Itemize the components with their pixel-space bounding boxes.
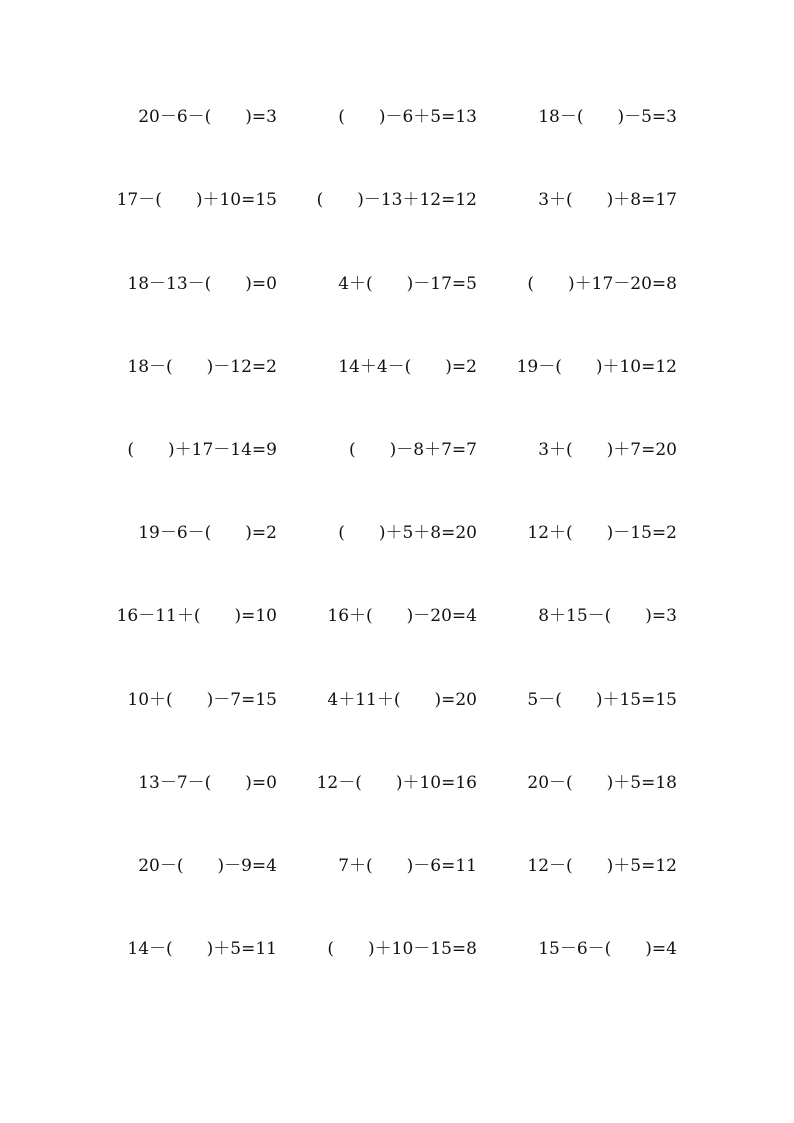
arithmetic-problem: 4＋( )－17=5 <box>338 274 477 294</box>
arithmetic-problem: 17－( )＋10=15 <box>116 190 277 210</box>
arithmetic-problem: 20－( )＋5=18 <box>527 773 677 793</box>
problem-row <box>0 851 794 881</box>
arithmetic-problem: 18－( )－12=2 <box>127 357 277 377</box>
problem-row <box>0 601 794 631</box>
arithmetic-problem: 15－6－( )=4 <box>538 939 677 959</box>
arithmetic-problem: 12－( )＋5=12 <box>527 856 677 876</box>
arithmetic-problem: 7＋( )－6=11 <box>338 856 477 876</box>
arithmetic-problem: 16＋( )－20=4 <box>327 606 477 626</box>
arithmetic-problem: 18－13－( )=0 <box>127 274 277 294</box>
arithmetic-problem: 12＋( )－15=2 <box>527 523 677 543</box>
arithmetic-problem: 3＋( )＋8=17 <box>538 190 677 210</box>
arithmetic-problem: ( )－13＋12=12 <box>316 190 477 210</box>
arithmetic-problem: ( )＋10－15=8 <box>327 939 477 959</box>
problem-row <box>0 685 794 715</box>
arithmetic-problem: ( )＋17－14=9 <box>127 440 277 460</box>
arithmetic-problem: 14＋4－( )=2 <box>338 357 477 377</box>
arithmetic-problem: ( )－6＋5=13 <box>338 107 477 127</box>
problem-row <box>0 934 794 964</box>
arithmetic-problem: 16－11＋( )=10 <box>116 606 277 626</box>
arithmetic-problem: 20－( )－9=4 <box>138 856 277 876</box>
problem-row <box>0 102 794 132</box>
arithmetic-problem: 19－( )＋10=12 <box>516 357 677 377</box>
problem-row <box>0 185 794 215</box>
arithmetic-problem: 10＋( )－7=15 <box>127 690 277 710</box>
arithmetic-problem: ( )－8＋7=7 <box>349 440 477 460</box>
arithmetic-problem: 12－( )＋10=16 <box>316 773 477 793</box>
arithmetic-problem: 5－( )＋15=15 <box>527 690 677 710</box>
problem-row <box>0 518 794 548</box>
arithmetic-problem: ( )＋17－20=8 <box>527 274 677 294</box>
arithmetic-problem: 18－( )－5=3 <box>538 107 677 127</box>
arithmetic-problem: 3＋( )＋7=20 <box>538 440 677 460</box>
arithmetic-problem: 4＋11＋( )=20 <box>327 690 477 710</box>
arithmetic-problem: 19－6－( )=2 <box>138 523 277 543</box>
arithmetic-problem: 14－( )＋5=11 <box>127 939 277 959</box>
problem-row <box>0 352 794 382</box>
arithmetic-problem: 8＋15－( )=3 <box>538 606 677 626</box>
arithmetic-problem: 20－6－( )=3 <box>138 107 277 127</box>
problem-row <box>0 269 794 299</box>
problem-row <box>0 435 794 465</box>
arithmetic-problem: 13－7－( )=0 <box>138 773 277 793</box>
arithmetic-problem: ( )＋5＋8=20 <box>338 523 477 543</box>
problem-row <box>0 768 794 798</box>
